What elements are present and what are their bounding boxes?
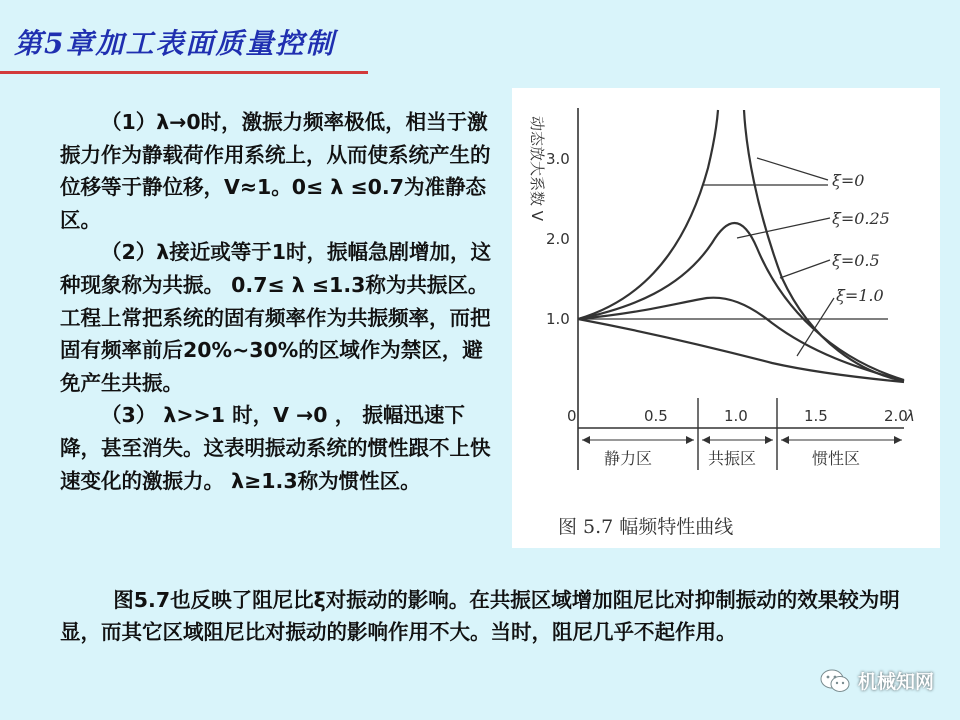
leader-xi-025	[737, 218, 830, 238]
curve-xi-0-left	[578, 110, 718, 319]
leader-xi-0	[757, 158, 828, 180]
title-underline	[0, 71, 368, 74]
amplitude-frequency-figure	[512, 88, 940, 548]
summary-text	[60, 584, 920, 648]
zone-label-inertia: 惯性区	[812, 449, 861, 468]
wechat-icon	[820, 668, 850, 694]
curve-xi-05	[578, 298, 904, 381]
leader-xi-05	[780, 260, 830, 278]
y-tick-3: 3.0	[546, 150, 570, 168]
x-axis-label: λ	[906, 407, 915, 425]
curve-label-xi-0: ξ=0	[832, 171, 865, 190]
summary-paragraph: 图5.7也反映了阻尼比ξ对振动的影响。在共振区域增加阻尼比对抑制振动的效果较为明显，而其它区域阻尼比对振动的影响作用不大。当时，阻尼几乎不起作用。	[60, 588, 900, 644]
curve-xi-0-right	[744, 110, 904, 381]
arrowhead-inertia-left	[781, 436, 789, 444]
arrowhead-static-right	[686, 436, 694, 444]
arrowhead-resonance-left	[702, 436, 710, 444]
figure-graph	[512, 88, 940, 508]
y-tick-1: 1.0	[546, 310, 570, 328]
zone-label-static: 静力区	[604, 449, 653, 468]
figure-caption: 图 5.7 幅频特性曲线	[558, 516, 734, 538]
x-tick-05: 0.5	[644, 407, 668, 425]
zone-label-resonance: 共振区	[708, 449, 757, 468]
curve-xi-10	[578, 319, 904, 382]
arrowhead-resonance-right	[765, 436, 773, 444]
watermark	[820, 667, 934, 694]
body-text	[60, 106, 500, 497]
x-tick-10: 1.0	[724, 407, 748, 425]
x-tick-20: 2.0	[884, 407, 908, 425]
paragraph-quasi-static: （1）λ→0时，激振力频率极低，相当于激振力作为静载荷作用系统上，从而使系统产生的位移等于静位移，V≈1。0≤ λ ≤0.7为准静态区。	[60, 110, 491, 232]
paragraph-inertia: （3） λ>>1 时，V →0 ， 振幅迅速下降，甚至消失。这表明振动系统的惯性跟不上快速变化的激振力。 λ≥1.3称为惯性区。	[60, 403, 491, 493]
arrowhead-static-left	[582, 436, 590, 444]
curve-label-xi-05: ξ=0.5	[832, 251, 880, 270]
curve-label-xi-025: ξ=0.25	[832, 209, 890, 228]
y-axis-label: 动态放大系数 V	[528, 116, 546, 222]
leader-xi-10	[797, 298, 834, 356]
watermark-text: 机械知网	[857, 671, 934, 693]
curve-label-xi-10: ξ=1.0	[836, 286, 884, 305]
origin-label: 0	[567, 407, 577, 425]
paragraph-resonance: （2）λ接近或等于1时，振幅急剧增加，这种现象称为共振。 0.7≤ λ ≤1.3称为共振区。工程上常把系统的固有频率作为共振频率，而把固有频率前后20%~30%的区域作为禁区，避免产生共振。	[60, 240, 491, 395]
y-tick-2: 2.0	[546, 230, 570, 248]
slide-header	[0, 0, 960, 76]
arrowhead-inertia-right	[894, 436, 902, 444]
x-tick-15: 1.5	[804, 407, 828, 425]
slide-title: 第5章加工表面质量控制	[14, 27, 336, 60]
